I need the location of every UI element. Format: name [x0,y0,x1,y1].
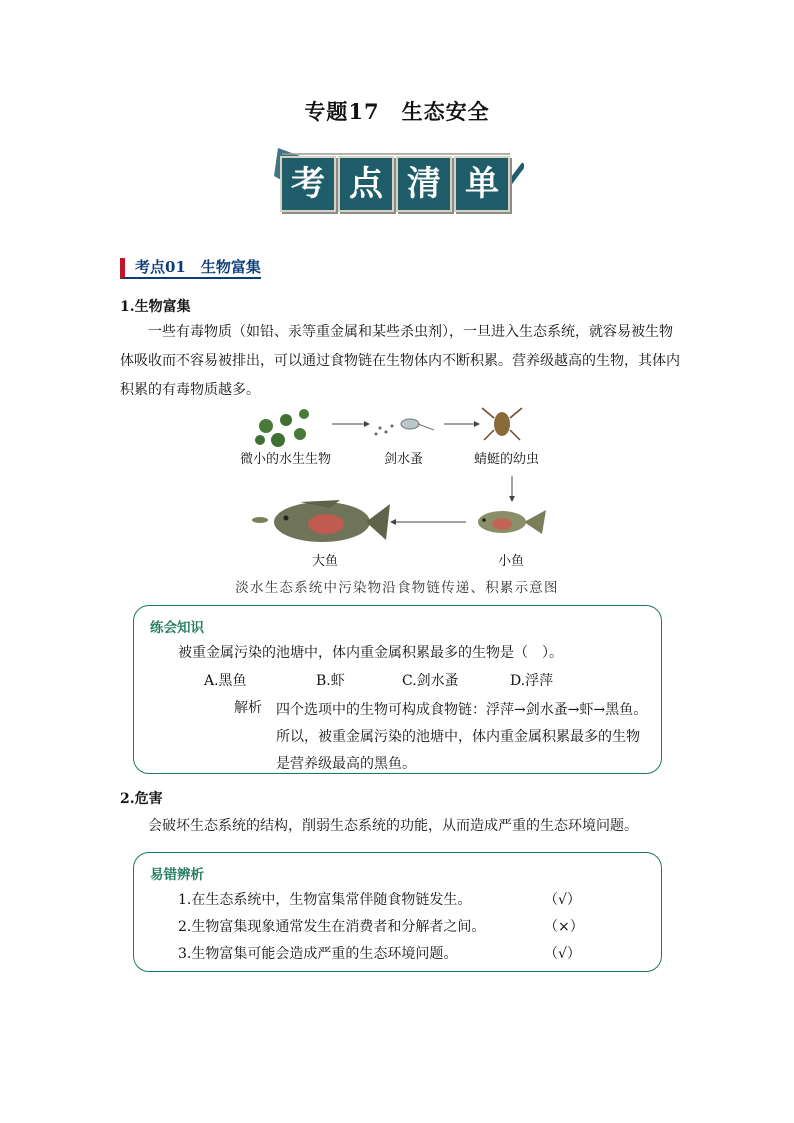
paragraph-1-line-3: 积累的有毒物质越多。 [120,382,260,398]
error-item-1-text: 1.在生态系统中，生物富集常伴随食物链发生。 [178,892,472,908]
section-banner [274,146,524,216]
paragraph-2: 会破坏生态系统的结构，削弱生态系统的功能，从而造成严重的生态环境问题。 [148,818,638,834]
analysis-line-2: 所以，被重金属污染的池塘中，体内重金属积累最多的生物 [276,729,640,745]
small-fish-icon [478,510,546,534]
food-chain-illustration [230,400,570,570]
banner-char-4: 单 [454,156,510,212]
food-chain-figure [230,400,570,570]
analysis-line-1: 四个选项中的生物可构成食物链：浮萍→剑水蚤→虾→黑鱼。 [276,702,648,718]
error-item-3-mark: （√） [544,946,581,962]
dragonfly-larva-icon [482,408,522,440]
subheading-1: 1.生物富集 [120,299,191,315]
copepod-icon [375,419,435,436]
page-title: 专题17 生态安全 [304,99,490,124]
analysis-label: 解析 [234,700,262,716]
option-b: B.虾 [316,673,345,689]
error-item-3-text: 3.生物富集可能会造成严重的生态环境问题。 [178,946,458,962]
label-dragonfly-larva: 蜻蜓的幼虫 [474,452,540,467]
analysis-line-3: 是营养级最高的黑鱼。 [276,756,416,772]
error-analysis-title: 易错辨析 [150,867,204,883]
label-copepod: 剑水蚤 [384,452,424,467]
practice-title: 练会知识 [150,620,204,636]
error-item-2-mark: （×） [544,919,584,935]
paragraph-1-line-2: 体吸收而不容易被排出，可以通过食物链在生物体内不断积累。营养级越高的生物，其体内 [120,353,680,369]
practice-box [133,605,662,774]
banner-char-1: 考 [280,156,336,212]
analysis-text [276,697,647,778]
error-item-1-mark: （√） [544,892,581,908]
banner-char-2: 点 [338,156,394,212]
label-microorganism: 微小的水生生物 [240,452,332,467]
error-item-2-text: 2.生物富集现象通常发生在消费者和分解者之间。 [178,919,486,935]
option-d: D.浮萍 [510,673,554,689]
option-c: C.剑水蚤 [402,673,459,689]
option-a: A.黑鱼 [204,673,247,689]
figure-caption: 淡水生态系统中污染物沿食物链传递、积累示意图 [235,580,559,596]
label-small-fish: 小鱼 [498,554,525,569]
subheading-2: 2.危害 [120,791,163,807]
practice-question: 被重金属污染的池塘中，体内重金属积累最多的生物是（ ）。 [178,645,563,661]
big-fish-icon [252,500,390,542]
section-heading: 考点01 生物富集 [120,258,261,279]
paragraph-1 [120,318,680,405]
paragraph-1-line-1: 一些有毒物质（如铅、汞等重金属和某些杀虫剂），一旦进入生态系统，就容易被生物 [148,324,673,340]
error-analysis-box [133,852,662,972]
label-big-fish: 大鱼 [312,554,339,569]
banner-char-3: 清 [396,156,452,212]
algae-icon [255,409,309,447]
